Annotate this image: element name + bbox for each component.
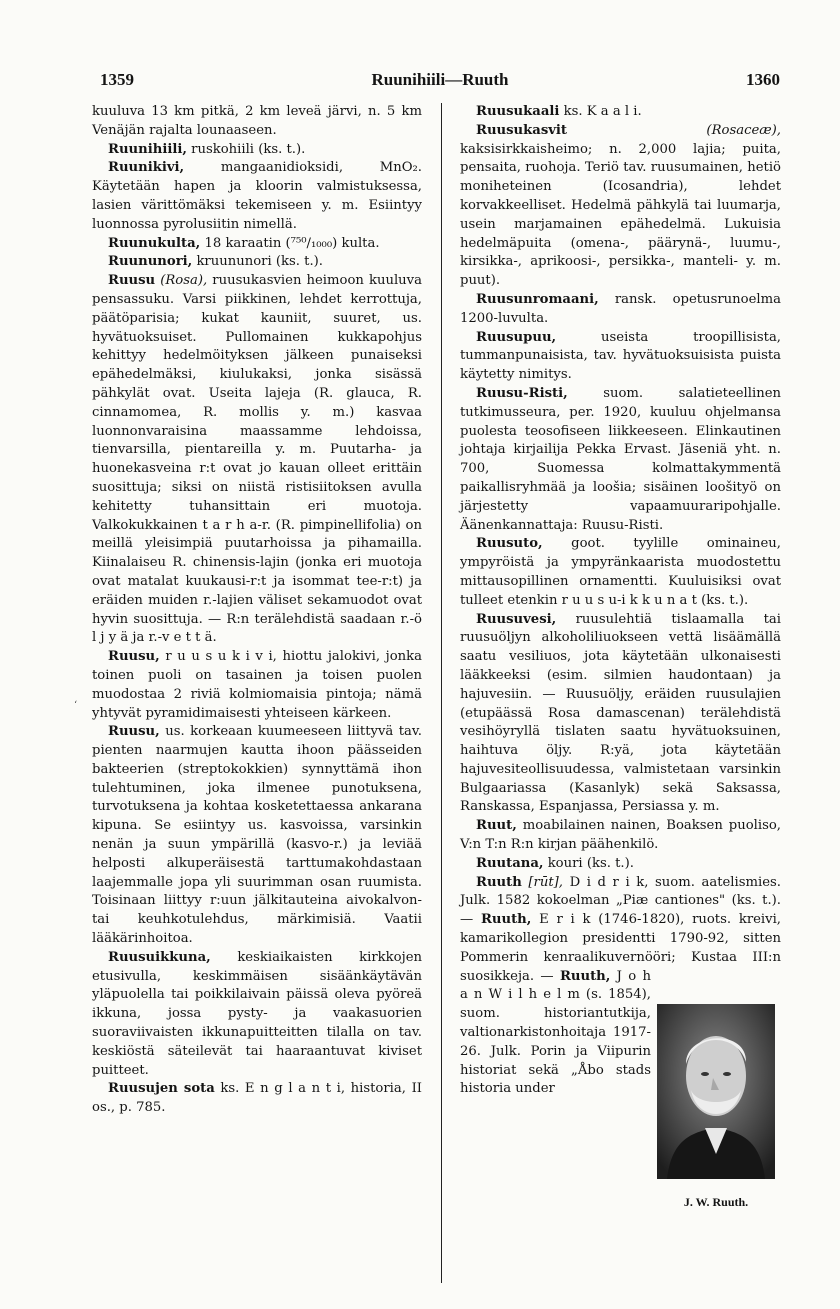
margin-mark: ʻ xyxy=(74,700,78,711)
entry-ruutana: Ruutana, kouri (ks. t.). xyxy=(476,855,634,871)
running-title: Ruunihiili—Ruuth xyxy=(371,70,509,89)
portrait-figure xyxy=(657,972,787,1212)
page-header xyxy=(100,70,780,98)
right-column xyxy=(460,103,781,1211)
entry-ruusupuu: Ruusupuu, useista troopillisista, tummanpunaisista, tav. hyvätuoksuisista puista käytetty nimitys. xyxy=(460,329,781,383)
entry-ruuth: Ruuth [rūt], D i d r i k, suom. aatelismies. Julk. 1582 kokoelman „Piæ cantiones" (ks. t.). — Ruuth, E r i k (1746-1820), ruots. kreivi, kamarikollegion presidentti 1790-92, sitten Pommerin kenraalikuvernööri; Kustaa III:n suosikkeja. — J. W. Ruuth. Ruuth, J o h a n W i l h e l m (s. 1854), suom. historiantutkija, valtionarkistonhoitaja 1917-26. Julk. Porin ja Viipurin historiat sekä „Åbo stads historia under xyxy=(460,874,781,1100)
entry-ruusunromaani: Ruusunromaani, ransk. opetusrunoelma 1200-luvulta. xyxy=(460,291,781,326)
page-number-left: 1359 xyxy=(100,70,134,89)
entry-ruusu-disease: Ruusu, us. korkeaan kuumeeseen liittyvä tav. pienten naarmujen kautta ihoon päässeiden bakteerien (streptokokkien) synnyttämä ihon tulehtuminen, joka ilmenee punotuksena, turvotuksena ja kohtaa kosketettaessa ankarana kipuna. Se esiintyy us. kasvoissa, varsinkin nenän ja suun ympärillä (kasvo-r.) ja leviää helposti alkuperäisestä tarttumakohdastaan laajemmalle jopa yli suurimman osan ruumista. Toisinaan liittyy r:uun jälkitauteina aivokalvon- tai keuhkotulehdus, märkimisiä. Vaatii lääkärinhoitoa. xyxy=(92,724,422,947)
entry-ruusu-gem: Ruusu, r u u s u k i v i, hiottu jalokivi, jonka toinen puoli on tasainen ja toisen puolen muodostaa 2 riviä kolmiomaisia pintoja; nämä yhtyvät pyramidimaisesti yhteiseen kärkeen. xyxy=(92,649,422,721)
portrait-image xyxy=(657,1004,775,1179)
entry-ruunihiili: Ruunihiili, ruskohiili (ks. t.). xyxy=(108,141,306,157)
entry-ruusuikkuna: Ruusuikkuna, keskiaikaisten kirkkojen etusivulla, keskimmäisen sisäänkäytävän yläpuolella tai poikkilaivain päissä oleva pyöreä ikkuna, jossa pysty- ja vaakasuorien suoraviivaisten ikkunapuitteitten tilalla on tav. keskiöstä säteilevät tai haaraantuvat kiviset puitteet. xyxy=(92,949,422,1078)
entry-ruusu-risti: Ruusu-Risti, suom. salatieteellinen tutkimusseura, per. 1920, kuuluu ohjelmansa puolesta teosofiseen liikkeeseen. Elinkautinen johtaja kirjailija Pekka Ervast. Jäseniä yht. n. 700, Suomessa kolmattakymmentä paikallisryhmää ja loošia; sisäinen loošityö on järjestetty vapaamuuraripohjalle. Äänenkannattaja: Ruusu-Risti. xyxy=(460,385,781,533)
column-divider xyxy=(441,103,442,1283)
entry-ruunikivi: Ruunikivi, mangaanidioksidi, MnO₂. Käytetään hapen ja kloorin valmistuksessa, lasien värittömäksi tekemiseen y. m. Esiintyy luonnossa pyrolusiitin nimellä. xyxy=(92,160,422,232)
portrait-photo xyxy=(657,1004,775,1179)
portrait-caption: J. W. Ruuth. xyxy=(683,1194,749,1209)
entry-ruusuvesi: Ruusuvesi, ruusulehtiä tislaamalla tai ruusuöljyn alkoholiliuokseen vettä lisäämällä saatu vesiliuos, jota käytetään ulkonaisesti lääkkeeksi (esim. silmien haudontaan) ja hajuvesiin. — Ruusuöljy, eräiden ruusulajien (etupäässä Rosa damascenan) terälehdistä vesihöyryllä tislaten saatu hyvätuoksuinen, haihtuva öljy. R:yä, jota käytetään hajuvesiteollisuudessa, valmistetaan varsinkin Bulgaariassa (Kasanlyk) sekä Saksassa, Ranskassa, Espanjassa, Persiassa y. m. xyxy=(460,611,781,815)
entry-ruusukasvit: Ruusukasvit (Rosaceæ), kaksisirkkaisheimo; n. 2,000 lajia; puita, pensaita, ruohoja. Teriö tav. ruusumainen, hetiö moniheteinen (Icosandria), lehdet korvakkeelliset. Hedelmä pähkylä tai luumarja, usein marjamainen epähedelmä. Lukuisia hedelmäpuita (omena-, päärynä-, luumu-, kirsikka-, aprikoosi-, persikka-, manteli- y. m. puut). xyxy=(460,122,781,289)
left-column xyxy=(92,103,422,1118)
entry-ruusu-rosa: Ruusu (Rosa), ruusukasvien heimoon kuuluva pensassuku. Varsi piikkinen, lehdet kerrottuja, päätöparisia; kukat kauniit, suuret, us. hyvätuoksuiset. Pullomainen kukkapohjus kehittyy hedelmöityksen jälkeen punaiseksi epähedelmäksi, kiulukaksi, jonka sisässä pähkylät ovat. Useita lajeja (R. glauca, R. cinnamomea, R. mollis y. m.) kasvaa luonnonvaraisina maassamme lehdoissa, tienvarsilla, pientareilla y. m. Puutarha- ja huonekasveina r:t ovat jo kauan olleet erittäin suosittuja; siksi on niistä ristisiitoksen avulla kehitetty tuhansittain eri muotoja. Valkokukkainen t a r h a-r. (R. pimpinellifolia) on meillä yleisimpiä puutarhoissa ja pihamailla. Kiinalaiseu R. chinensis-lajin (jonka eri muotoja ovat matalat kuukausi-r:t ja isommat tee-r:t) ja eräiden muiden r.-lajien väliset sekamuodot ovat hyvin suosittuja. — R:n terälehdistä saadaan r.-ö l j y ä ja r.-v e t t ä. xyxy=(92,273,422,646)
entry-ruunukulta: Ruunukulta, 18 karaatin (⁷⁵⁰/₁₀₀₀) kulta. xyxy=(108,235,380,251)
entry-continuation: kuuluva 13 km pitkä, 2 km leveä järvi, n. 5 km Venäjän rajalta lounaaseen. xyxy=(92,104,422,138)
entry-ruut: Ruut, moabilainen nainen, Boaksen puoliso, V:n T:n R:n kirjan päähenkilö. xyxy=(460,818,781,853)
entry-ruununori: Ruununori, kruununori (ks. t.). xyxy=(108,254,323,270)
page-number-right: 1360 xyxy=(746,70,780,89)
entry-ruusukaali: Ruusukaali ks. K a a l i. xyxy=(476,104,642,119)
entry-ruusujen-sota: Ruusujen sota ks. E n g l a n t i, historia, II os., p. 785. xyxy=(92,1081,422,1116)
entry-ruusuto: Ruusuto, goot. tyylille ominaineu, ympyröistä ja ympyränkaarista muodostettu mittausopillinen ornamentti. Kuuluisiksi ovat tulleet etenkin r u u s u-i k k u n a t (ks. t.). xyxy=(460,536,781,608)
